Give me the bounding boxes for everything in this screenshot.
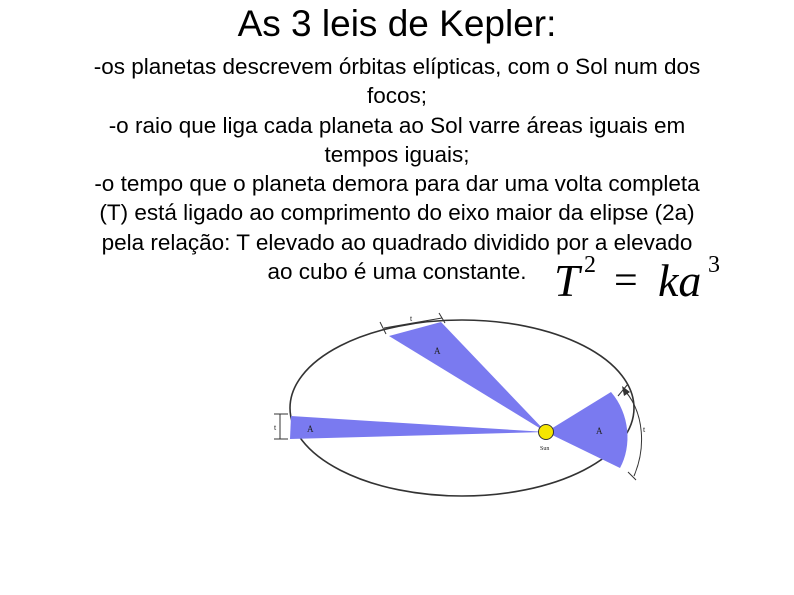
sun — [539, 425, 554, 440]
body-line: -o raio que liga cada planeta ao Sol varre áreas iguais em — [108, 112, 686, 138]
time-label-right: t — [643, 425, 646, 434]
sun-label: Sun — [540, 446, 550, 452]
formula-lhs-exponent: 2 — [584, 252, 596, 278]
body-line: tempos iguais; — [324, 141, 470, 167]
body-line: -os planetas descrevem órbitas elípticas, com o Sol num dos — [93, 54, 701, 79]
time-label-left: t — [274, 423, 277, 432]
formula-lhs: T — [554, 255, 580, 306]
slide-title: As 3 leis de Kepler: — [237, 3, 557, 44]
time-arc-right — [626, 392, 642, 476]
sector-top — [389, 322, 546, 432]
orbit-diagram — [262, 308, 662, 498]
sector-label-right: A — [596, 426, 603, 436]
time-label-top: t — [410, 314, 413, 323]
kepler-formula — [548, 248, 748, 308]
body-line: -o tempo que o planeta demora para dar uma volta completa — [94, 171, 700, 197]
body-line: focos; — [366, 83, 428, 109]
sector-left — [290, 416, 546, 439]
sector-label-left: A — [307, 424, 314, 434]
body-line: pela relação: T elevado ao quadrado dividido por a elevado — [101, 229, 693, 255]
formula-rhs-exponent: 3 — [708, 252, 720, 278]
body-line: (T) está ligado ao comprimento do eixo maior da elipse (2a) — [99, 200, 695, 226]
body-line: ao cubo é uma constante. — [267, 259, 527, 285]
formula-equals: = — [614, 258, 638, 304]
sector-label-top: A — [434, 346, 441, 356]
sector-right — [546, 392, 627, 468]
formula-rhs: ka — [658, 255, 702, 306]
